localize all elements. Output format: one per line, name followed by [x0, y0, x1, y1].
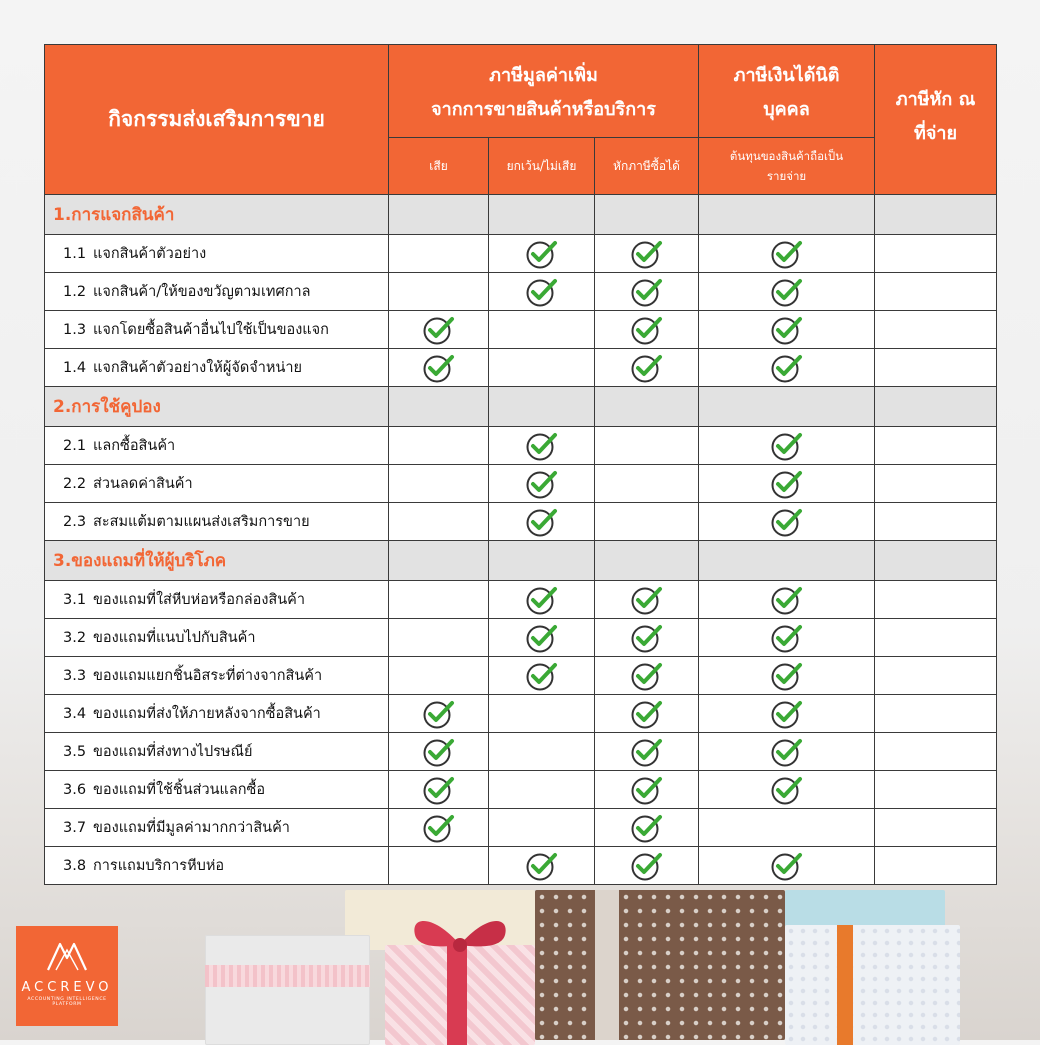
- section-cell: [389, 541, 489, 581]
- row-label: [45, 695, 389, 733]
- check-circle-icon: [770, 469, 804, 499]
- table-row: [45, 771, 997, 809]
- table-row: [45, 695, 997, 733]
- table-row: [45, 311, 997, 349]
- header-cit-expense-line1: ต้นทุนของสินค้าถือเป็น: [729, 149, 844, 163]
- row-number: 3.3: [63, 668, 87, 684]
- check-cell: [699, 503, 875, 541]
- table-row: [45, 733, 997, 771]
- check-cell: [875, 733, 997, 771]
- gift-box-pink: [385, 945, 535, 1045]
- row-number: 1.1: [63, 246, 87, 262]
- table-row: [45, 273, 997, 311]
- check-circle-icon: [630, 315, 664, 345]
- check-cell: [389, 581, 489, 619]
- section-row: [45, 195, 997, 235]
- logo-tagline: ACCOUNTING INTELLIGENCE PLATFORM: [27, 997, 107, 1007]
- check-cell: [875, 427, 997, 465]
- check-cell: [389, 847, 489, 885]
- check-circle-icon: [422, 699, 456, 729]
- check-cell: [875, 349, 997, 387]
- check-cell: [595, 809, 699, 847]
- row-number: 2.2: [63, 476, 87, 492]
- row-number: 3.6: [63, 782, 87, 798]
- check-circle-icon: [422, 737, 456, 767]
- check-cell: [699, 695, 875, 733]
- accrevo-logo: [16, 926, 118, 1026]
- row-text: ส่วนลดค่าสินค้า: [93, 476, 193, 492]
- check-circle-icon: [422, 315, 456, 345]
- row-text: แจกสินค้าตัวอย่างให้ผู้จัดจำหน่าย: [93, 360, 303, 376]
- table-row: [45, 235, 997, 273]
- check-cell: [595, 657, 699, 695]
- check-cell: [489, 503, 595, 541]
- check-cell: [389, 619, 489, 657]
- check-cell: [389, 503, 489, 541]
- header-vat-exempt: ยกเว้น/ไม่เสีย: [489, 138, 595, 195]
- row-text: ของแถมที่ใช้ชิ้นส่วนแลกซื้อ: [93, 782, 266, 798]
- check-cell: [389, 427, 489, 465]
- row-text: แลกซื้อสินค้า: [93, 438, 176, 454]
- check-cell: [699, 619, 875, 657]
- section-title: 1.การแจกสินค้า: [45, 195, 389, 235]
- check-cell: [699, 733, 875, 771]
- check-circle-icon: [770, 699, 804, 729]
- check-cell: [489, 809, 595, 847]
- check-circle-icon: [770, 507, 804, 537]
- table-row: [45, 581, 997, 619]
- check-cell: [699, 465, 875, 503]
- check-cell: [489, 427, 595, 465]
- check-circle-icon: [630, 813, 664, 843]
- row-number: 3.7: [63, 820, 87, 836]
- row-text: ของแถมแยกชิ้นอิสระที่ต่างจากสินค้า: [93, 668, 323, 684]
- table-row: [45, 503, 997, 541]
- check-cell: [875, 273, 997, 311]
- check-circle-icon: [770, 585, 804, 615]
- section-row: [45, 387, 997, 427]
- check-circle-icon: [525, 623, 559, 653]
- table-body: [45, 195, 997, 885]
- section-cell: [699, 541, 875, 581]
- check-cell: [875, 503, 997, 541]
- check-circle-icon: [630, 775, 664, 805]
- header-vat-line2: จากการขายสินค้าหรือบริการ: [431, 99, 656, 120]
- check-cell: [875, 809, 997, 847]
- row-label: [45, 311, 389, 349]
- check-cell: [699, 771, 875, 809]
- row-text: ของแถมที่ส่งให้ภายหลังจากซื้อสินค้า: [93, 706, 321, 722]
- check-cell: [489, 465, 595, 503]
- check-cell: [595, 235, 699, 273]
- check-cell: [389, 465, 489, 503]
- check-cell: [489, 273, 595, 311]
- check-circle-icon: [422, 775, 456, 805]
- row-text: ของแถมที่มีมูลค่ามากกว่าสินค้า: [93, 820, 290, 836]
- check-cell: [875, 847, 997, 885]
- check-circle-icon: [630, 661, 664, 691]
- header-wht-line2: ที่จ่าย: [913, 123, 958, 144]
- row-number: 3.8: [63, 858, 87, 874]
- row-text: ของแถมที่ใส่หีบห่อหรือกล่องสินค้า: [93, 592, 306, 608]
- check-cell: [389, 657, 489, 695]
- row-number: 3.4: [63, 706, 87, 722]
- check-cell: [389, 771, 489, 809]
- row-label: [45, 427, 389, 465]
- check-cell: [699, 809, 875, 847]
- check-cell: [699, 349, 875, 387]
- row-number: 2.1: [63, 438, 87, 454]
- logo-name: ACCREVO: [21, 980, 113, 995]
- section-title: 2.การใช้คูปอง: [45, 387, 389, 427]
- check-circle-icon: [630, 851, 664, 881]
- check-cell: [875, 581, 997, 619]
- section-cell: [875, 387, 997, 427]
- check-cell: [489, 771, 595, 809]
- row-text: แจกสินค้า/ให้ของขวัญตามเทศกาล: [93, 284, 311, 300]
- check-cell: [875, 235, 997, 273]
- row-label: [45, 771, 389, 809]
- row-number: 1.4: [63, 360, 87, 376]
- check-circle-icon: [770, 239, 804, 269]
- check-circle-icon: [525, 585, 559, 615]
- row-number: 1.2: [63, 284, 87, 300]
- row-text: ของแถมที่ส่งทางไปรษณีย์: [93, 744, 253, 760]
- row-label: [45, 349, 389, 387]
- accrevo-mark-icon: [44, 938, 90, 974]
- check-cell: [489, 619, 595, 657]
- row-label: [45, 273, 389, 311]
- check-circle-icon: [770, 623, 804, 653]
- check-circle-icon: [525, 431, 559, 461]
- row-label: [45, 733, 389, 771]
- check-circle-icon: [770, 431, 804, 461]
- check-cell: [489, 847, 595, 885]
- check-cell: [875, 619, 997, 657]
- check-cell: [489, 581, 595, 619]
- table-row: [45, 465, 997, 503]
- row-text: การแถมบริการหีบห่อ: [93, 858, 225, 874]
- check-circle-icon: [770, 315, 804, 345]
- check-cell: [595, 503, 699, 541]
- gift-box-white: [785, 925, 960, 1045]
- check-cell: [595, 581, 699, 619]
- check-cell: [389, 311, 489, 349]
- check-circle-icon: [525, 851, 559, 881]
- section-cell: [389, 195, 489, 235]
- tax-table: [44, 44, 996, 885]
- header-cit: [699, 45, 875, 138]
- check-cell: [389, 273, 489, 311]
- check-circle-icon: [630, 353, 664, 383]
- check-cell: [489, 235, 595, 273]
- check-cell: [875, 657, 997, 695]
- check-cell: [595, 733, 699, 771]
- header-wht-line1: ภาษีหัก ณ: [895, 89, 976, 110]
- check-cell: [389, 695, 489, 733]
- row-number: 3.5: [63, 744, 87, 760]
- check-circle-icon: [770, 661, 804, 691]
- check-circle-icon: [770, 277, 804, 307]
- check-circle-icon: [630, 699, 664, 729]
- check-cell: [699, 273, 875, 311]
- check-cell: [489, 733, 595, 771]
- check-cell: [595, 311, 699, 349]
- table-row: [45, 619, 997, 657]
- check-circle-icon: [630, 737, 664, 767]
- table-row: [45, 427, 997, 465]
- gift-bow-icon: [405, 905, 515, 953]
- check-circle-icon: [770, 775, 804, 805]
- header-vat-pay: เสีย: [389, 138, 489, 195]
- header-vat: [389, 45, 699, 138]
- check-cell: [875, 311, 997, 349]
- check-cell: [699, 311, 875, 349]
- check-cell: [489, 695, 595, 733]
- row-text: สะสมแต้มตามแผนส่งเสริมการขาย: [93, 514, 310, 530]
- header-cit-expense: [699, 138, 875, 195]
- check-circle-icon: [525, 661, 559, 691]
- check-circle-icon: [630, 623, 664, 653]
- section-cell: [489, 195, 595, 235]
- check-cell: [389, 733, 489, 771]
- check-cell: [595, 847, 699, 885]
- table-row: [45, 847, 997, 885]
- section-row: [45, 541, 997, 581]
- header-cit-line1: ภาษีเงินได้นิติ: [733, 65, 840, 86]
- table-row: [45, 657, 997, 695]
- check-cell: [875, 695, 997, 733]
- check-circle-icon: [525, 469, 559, 499]
- section-title: 3.ของแถมที่ให้ผู้บริโภค: [45, 541, 389, 581]
- check-cell: [699, 235, 875, 273]
- row-label: [45, 235, 389, 273]
- check-circle-icon: [770, 353, 804, 383]
- row-label: [45, 809, 389, 847]
- check-cell: [595, 619, 699, 657]
- section-cell: [699, 195, 875, 235]
- section-cell: [875, 541, 997, 581]
- section-cell: [699, 387, 875, 427]
- check-cell: [389, 809, 489, 847]
- check-cell: [595, 349, 699, 387]
- check-circle-icon: [525, 277, 559, 307]
- check-cell: [595, 427, 699, 465]
- row-label: [45, 581, 389, 619]
- check-cell: [489, 657, 595, 695]
- header-wht: [875, 45, 997, 195]
- check-circle-icon: [770, 737, 804, 767]
- row-text: แจกโดยซื้อสินค้าอื่นไปใช้เป็นของแจก: [93, 322, 329, 338]
- check-circle-icon: [422, 813, 456, 843]
- row-number: 3.1: [63, 592, 87, 608]
- header-cit-expense-line2: รายจ่าย: [766, 169, 807, 183]
- header-vat-line1: ภาษีมูลค่าเพิ่ม: [489, 65, 598, 86]
- check-cell: [489, 349, 595, 387]
- section-cell: [489, 541, 595, 581]
- check-cell: [389, 235, 489, 273]
- check-circle-icon: [422, 353, 456, 383]
- section-cell: [389, 387, 489, 427]
- row-number: 3.2: [63, 630, 87, 646]
- check-circle-icon: [770, 851, 804, 881]
- check-circle-icon: [525, 239, 559, 269]
- check-cell: [595, 695, 699, 733]
- check-cell: [699, 581, 875, 619]
- check-circle-icon: [525, 507, 559, 537]
- check-circle-icon: [630, 239, 664, 269]
- check-cell: [875, 465, 997, 503]
- header-vat-input-credit: หักภาษีซื้อได้: [595, 138, 699, 195]
- check-circle-icon: [630, 277, 664, 307]
- check-cell: [389, 349, 489, 387]
- row-label: [45, 465, 389, 503]
- row-number: 2.3: [63, 514, 87, 530]
- check-cell: [699, 657, 875, 695]
- header-activity: กิจกรรมส่งเสริมการขาย: [45, 45, 389, 195]
- check-cell: [699, 427, 875, 465]
- check-circle-icon: [630, 585, 664, 615]
- table-row: [45, 349, 997, 387]
- row-label: [45, 657, 389, 695]
- table-row: [45, 809, 997, 847]
- check-cell: [875, 771, 997, 809]
- header-cit-line2: บุคคล: [763, 99, 810, 120]
- gift-box-grey: [205, 935, 370, 1045]
- section-cell: [489, 387, 595, 427]
- row-text: ของแถมที่แนบไปกับสินค้า: [93, 630, 256, 646]
- row-text: แจกสินค้าตัวอย่าง: [93, 246, 207, 262]
- row-label: [45, 619, 389, 657]
- section-cell: [595, 541, 699, 581]
- gift-box-brown: [535, 890, 785, 1040]
- row-number: 1.3: [63, 322, 87, 338]
- row-label: [45, 503, 389, 541]
- check-cell: [699, 847, 875, 885]
- gift-box-blue: [785, 890, 945, 930]
- check-cell: [595, 273, 699, 311]
- section-cell: [875, 195, 997, 235]
- section-cell: [595, 387, 699, 427]
- section-cell: [595, 195, 699, 235]
- check-cell: [595, 771, 699, 809]
- row-label: [45, 847, 389, 885]
- check-cell: [489, 311, 595, 349]
- check-cell: [595, 465, 699, 503]
